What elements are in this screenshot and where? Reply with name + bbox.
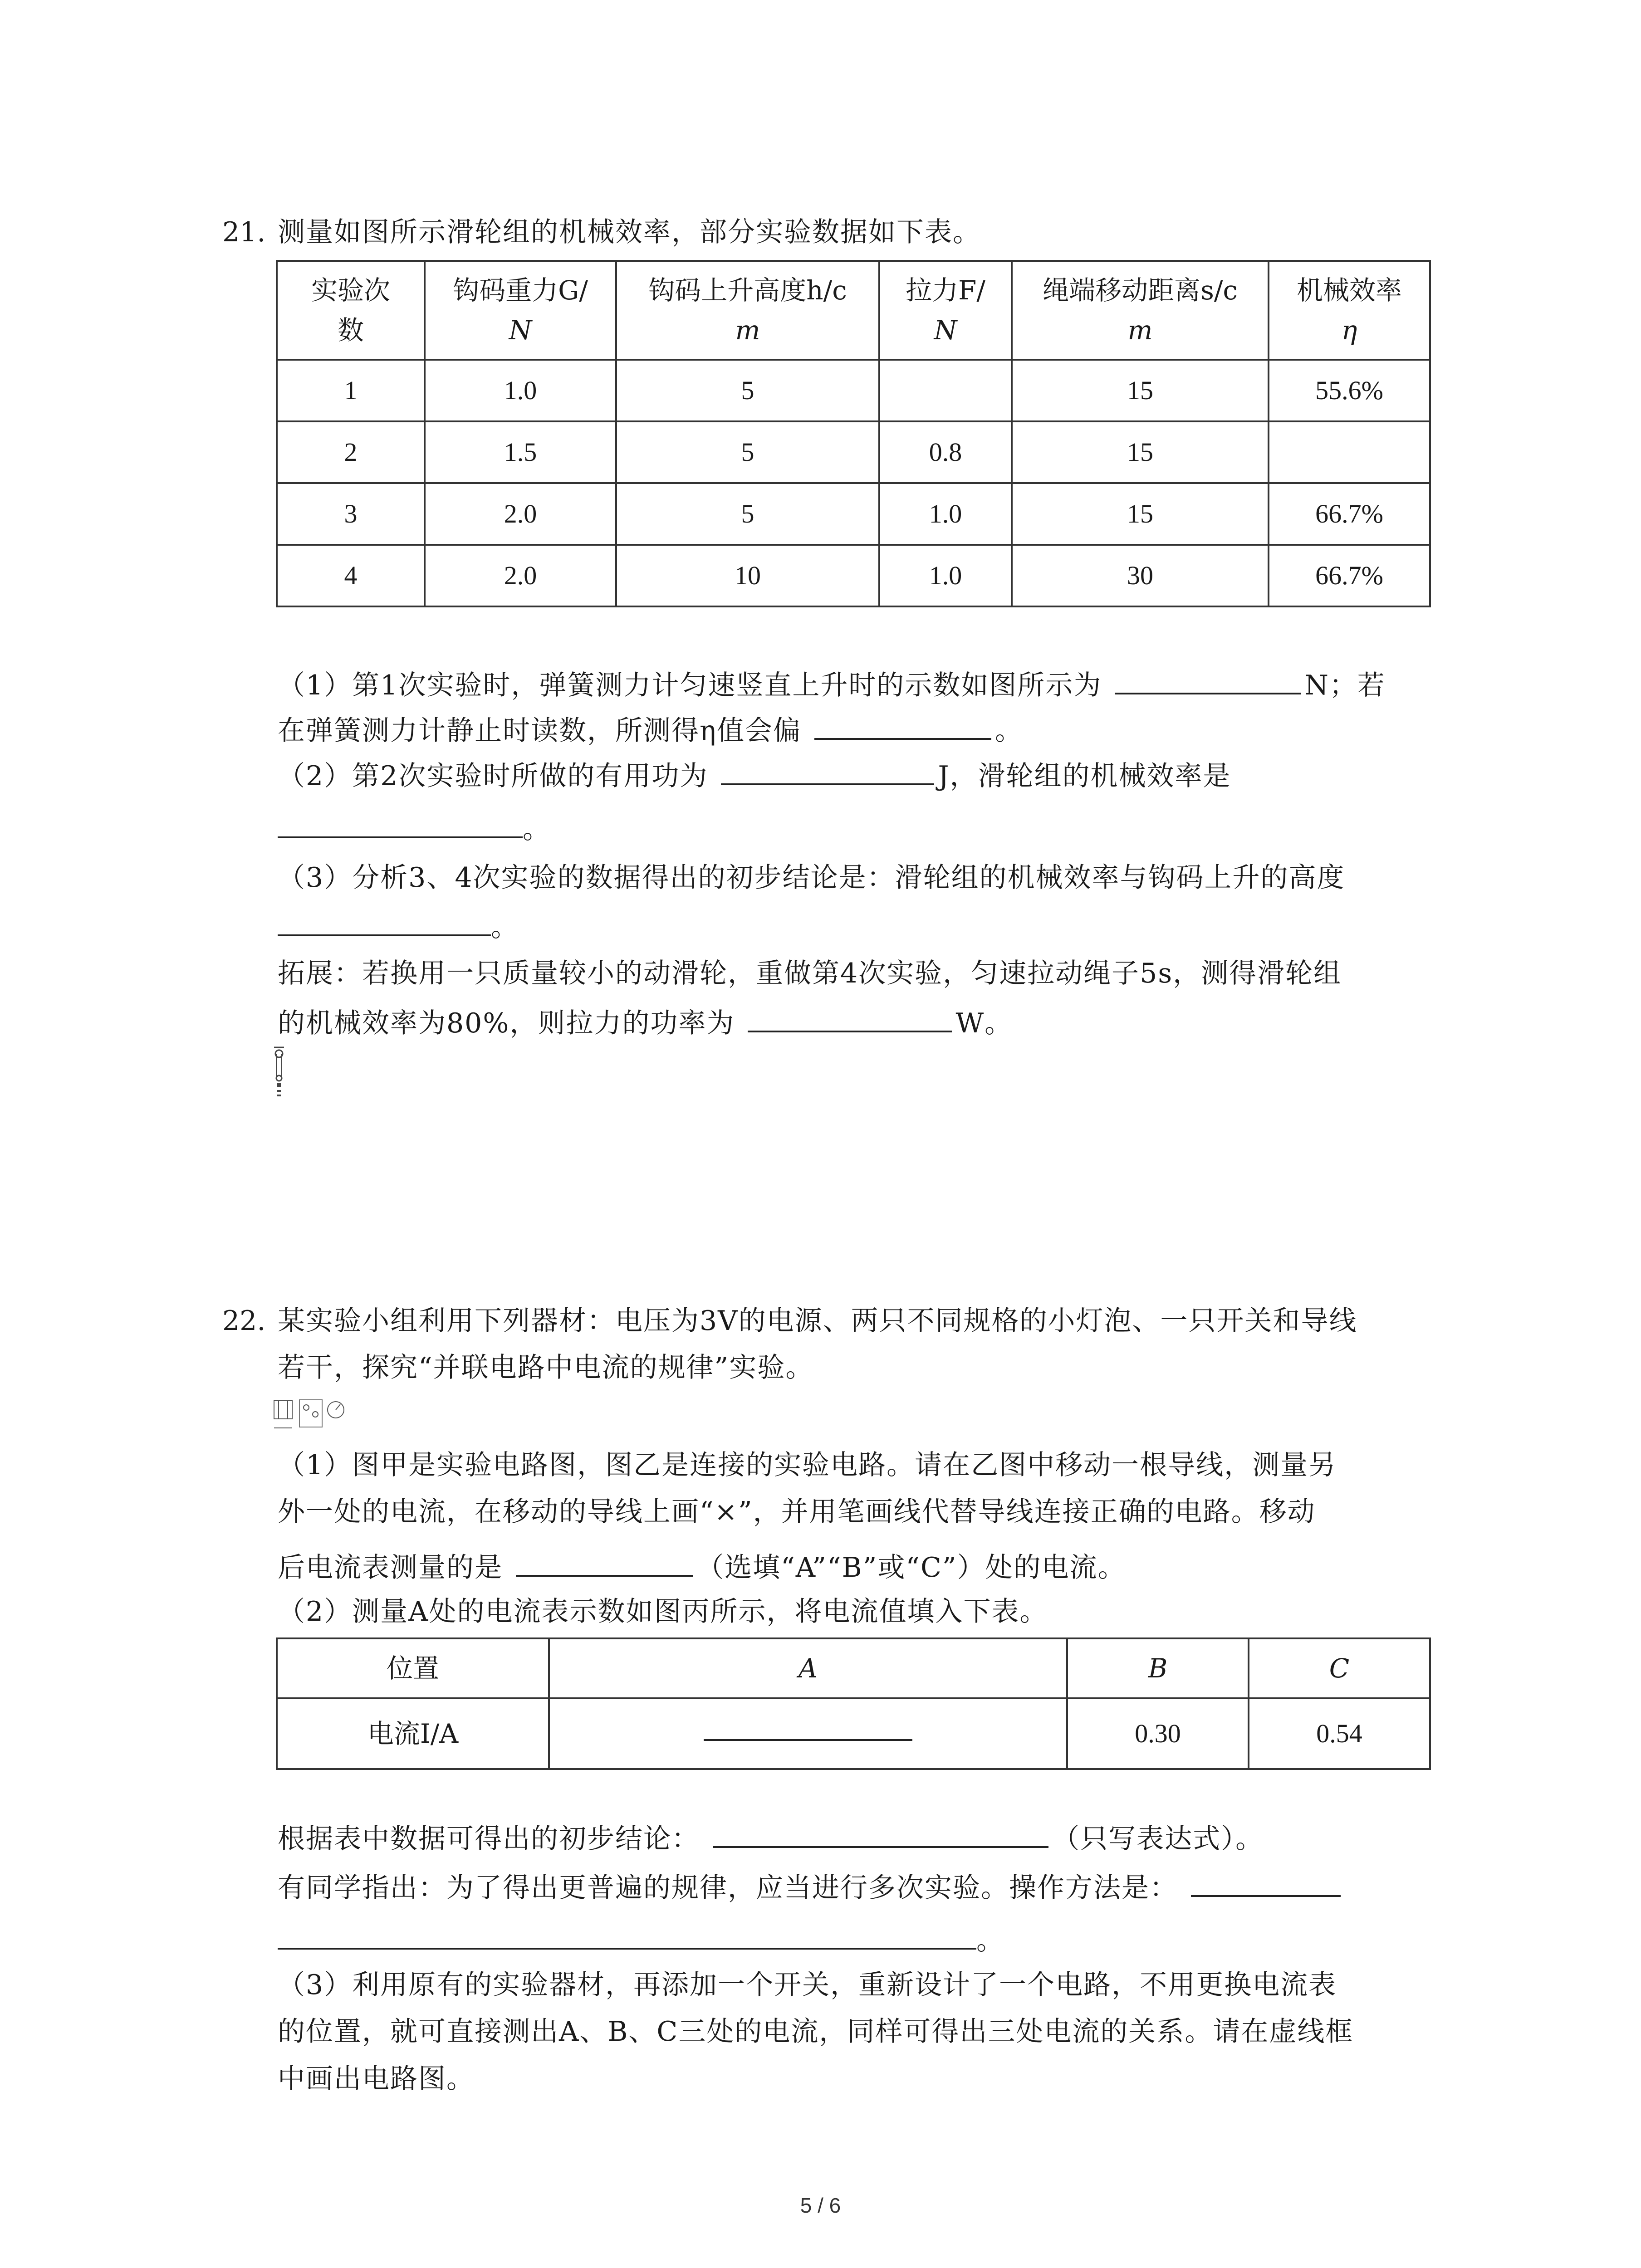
q22-number: 22.: [222, 1305, 266, 1337]
q21-extension-line2: [278, 1002, 1013, 1041]
table-header-cell: C: [1249, 1638, 1430, 1698]
q22-stem-line1: 某实验小组利用下列器材：电压为3V的电源、两只不同规格的小灯泡、一只开关和导线: [278, 1305, 1357, 1337]
q21-part2-text: （2）第2次实验时所做的有用功为: [278, 760, 708, 792]
q21-part1-unit: N；若: [1304, 670, 1386, 701]
page-number: 5 / 6: [800, 2194, 841, 2217]
q22-part3-line3: 中画出电路图。: [278, 2063, 475, 2095]
table-cell: 1.0: [879, 483, 1012, 545]
q21-part1-text: （1）第1次实验时，弹簧测力计匀速竖直上升时的示数如图所示为: [278, 670, 1102, 701]
q21-header-distance: 绳端移动距离s/c m: [1012, 261, 1269, 360]
q22-part3-line2: 的位置，就可直接测出A、B、C三处的电流，同样可得出三处电流的关系。请在虚线框: [278, 2016, 1354, 2048]
q21-part1-line1: [278, 665, 1386, 704]
q22-conclusion-text2: （只写表达式）。: [1052, 1823, 1264, 1855]
answer-blank[interactable]: [721, 755, 934, 785]
answer-blank[interactable]: [1115, 665, 1301, 694]
q21-stem: 测量如图所示滑轮组的机械效率，部分实验数据如下表。: [278, 216, 981, 248]
punctuation: 。: [491, 911, 519, 943]
q22-table-header-row: [277, 1638, 1430, 1698]
table-row: [277, 545, 1430, 606]
circuit-figure-thumbnail: [272, 1396, 349, 1435]
table-header-cell: 位置: [277, 1638, 549, 1698]
table-cell: 0.54: [1249, 1698, 1430, 1769]
q21-extension-line1: [278, 955, 1342, 992]
answer-blank[interactable]: [748, 1002, 952, 1032]
q22-part1-line3: [278, 1547, 1126, 1586]
q21-table-header-row: [277, 261, 1430, 360]
q21-header-force: 拉力F/ N: [879, 261, 1012, 360]
table-cell: 15: [1012, 421, 1269, 483]
table-cell: 5: [616, 483, 879, 545]
q21-number: 21.: [222, 216, 266, 248]
answer-blank[interactable]: [814, 710, 991, 740]
table-cell: 66.7%: [1269, 483, 1430, 545]
punctuation: 。: [995, 715, 1024, 747]
table-cell: 10: [616, 545, 879, 606]
q22-conclusion-text: 根据表中数据可得出的初步结论：: [278, 1823, 700, 1855]
q21-part2-text2: J，滑轮组的机械效率是: [938, 760, 1231, 792]
q21-part3-line1: [278, 860, 1345, 896]
answer-blank[interactable]: [713, 1818, 1048, 1848]
q22-part3-line1: （3）利用原有的实验器材，再添加一个开关，重新设计了一个电路，不用更换电流表: [278, 1969, 1337, 2001]
table-header-cell: B: [1067, 1638, 1249, 1698]
q21-part2-line2: [278, 808, 551, 847]
table-cell: 1.5: [425, 421, 616, 483]
table-cell: 66.7%: [1269, 545, 1430, 606]
q21-part1-text2: 在弹簧测力计静止时读数，所测得η值会偏: [278, 715, 801, 747]
q21-part3-text: （3）分析3、4次实验的数据得出的初步结论是：滑轮组的机械效率与钩码上升的高度: [278, 862, 1345, 894]
table-cell: 0.30: [1067, 1698, 1249, 1769]
table-cell: 1: [277, 360, 425, 421]
q22-method-text: 有同学指出：为了得出更普遍的规律，应当进行多次实验。操作方法是：: [278, 1872, 1178, 1904]
q21-extension-text2: 的机械效率为80%，则拉力的功率为: [278, 1007, 735, 1039]
table-row: [277, 421, 1430, 483]
table-cell: 电流I/A: [277, 1698, 549, 1769]
punctuation: 。: [976, 1925, 1004, 1956]
table-row: [277, 1698, 1430, 1769]
table-cell: 30: [1012, 545, 1269, 606]
q22-current-table: [276, 1637, 1431, 1770]
q21-header-efficiency: 机械效率 η: [1269, 261, 1430, 360]
table-cell: 4: [277, 545, 425, 606]
table-cell: 5: [616, 360, 879, 421]
q22-method-line1: [278, 1867, 1344, 1906]
q22-part1-line2: 外一处的电流，在移动的导线上画“×”，并用笔画线代替导线连接正确的电路。移动: [278, 1496, 1316, 1528]
table-row: [277, 483, 1430, 545]
table-cell: 3: [277, 483, 425, 545]
q21-header-trial: 实验次 数: [277, 261, 425, 360]
answer-blank[interactable]: [278, 1920, 976, 1950]
table-header-cell: A: [549, 1638, 1067, 1698]
answer-blank[interactable]: [1191, 1867, 1341, 1897]
table-cell: 2.0: [425, 483, 616, 545]
table-cell: 15: [1012, 360, 1269, 421]
q21-extension-unit: W。: [955, 1007, 1013, 1039]
q22-stem-line2: 若干，探究“并联电路中电流的规律”实验。: [278, 1352, 814, 1383]
q22-part2-line: （2）测量A处的电流表示数如图丙所示，将电流值填入下表。: [278, 1596, 1048, 1628]
answer-blank[interactable]: [278, 906, 491, 936]
q21-header-weight: 钩码重力G/ N: [425, 261, 616, 360]
table-row: [277, 360, 1430, 421]
table-cell: 2: [277, 421, 425, 483]
table-cell: 0.8: [879, 421, 1012, 483]
q22-method-line2: [278, 1920, 1004, 1959]
table-cell: 5: [616, 421, 879, 483]
q22-part1-line1: （1）图甲是实验电路图，图乙是连接的实验电路。请在乙图中移动一根导线，测量另: [278, 1449, 1337, 1481]
q22-part1-text3: 后电流表测量的是: [278, 1552, 503, 1584]
q21-header-height: 钩码上升高度h/c m: [616, 261, 879, 360]
table-cell: [1269, 421, 1430, 483]
punctuation: 。: [523, 813, 551, 845]
table-cell: 55.6%: [1269, 360, 1430, 421]
q21-data-table: [276, 260, 1431, 607]
q21-extension-text: 拓展：若换用一只质量较小的动滑轮，重做第4次实验，匀速拉动绳子5s，测得滑轮组: [278, 958, 1342, 989]
table-cell: 15: [1012, 483, 1269, 545]
table-cell: 1.0: [425, 360, 616, 421]
q21-part1-line2: [278, 710, 1023, 749]
pulley-figure-thumbnail: [272, 1046, 286, 1100]
q22-part1-text4: （选填“A”“B”或“C”）处的电流。: [696, 1552, 1126, 1584]
table-cell: [879, 360, 1012, 421]
q21-part2-line1: [278, 755, 1231, 794]
answer-blank[interactable]: [278, 808, 523, 838]
answer-blank[interactable]: [704, 1721, 912, 1741]
current-a-answer-cell[interactable]: [549, 1698, 1067, 1769]
q21-part3-line2: [278, 906, 519, 945]
table-cell: 1.0: [879, 545, 1012, 606]
table-cell: 2.0: [425, 545, 616, 606]
q22-conclusion-line: [278, 1818, 1264, 1857]
answer-blank[interactable]: [516, 1547, 693, 1577]
